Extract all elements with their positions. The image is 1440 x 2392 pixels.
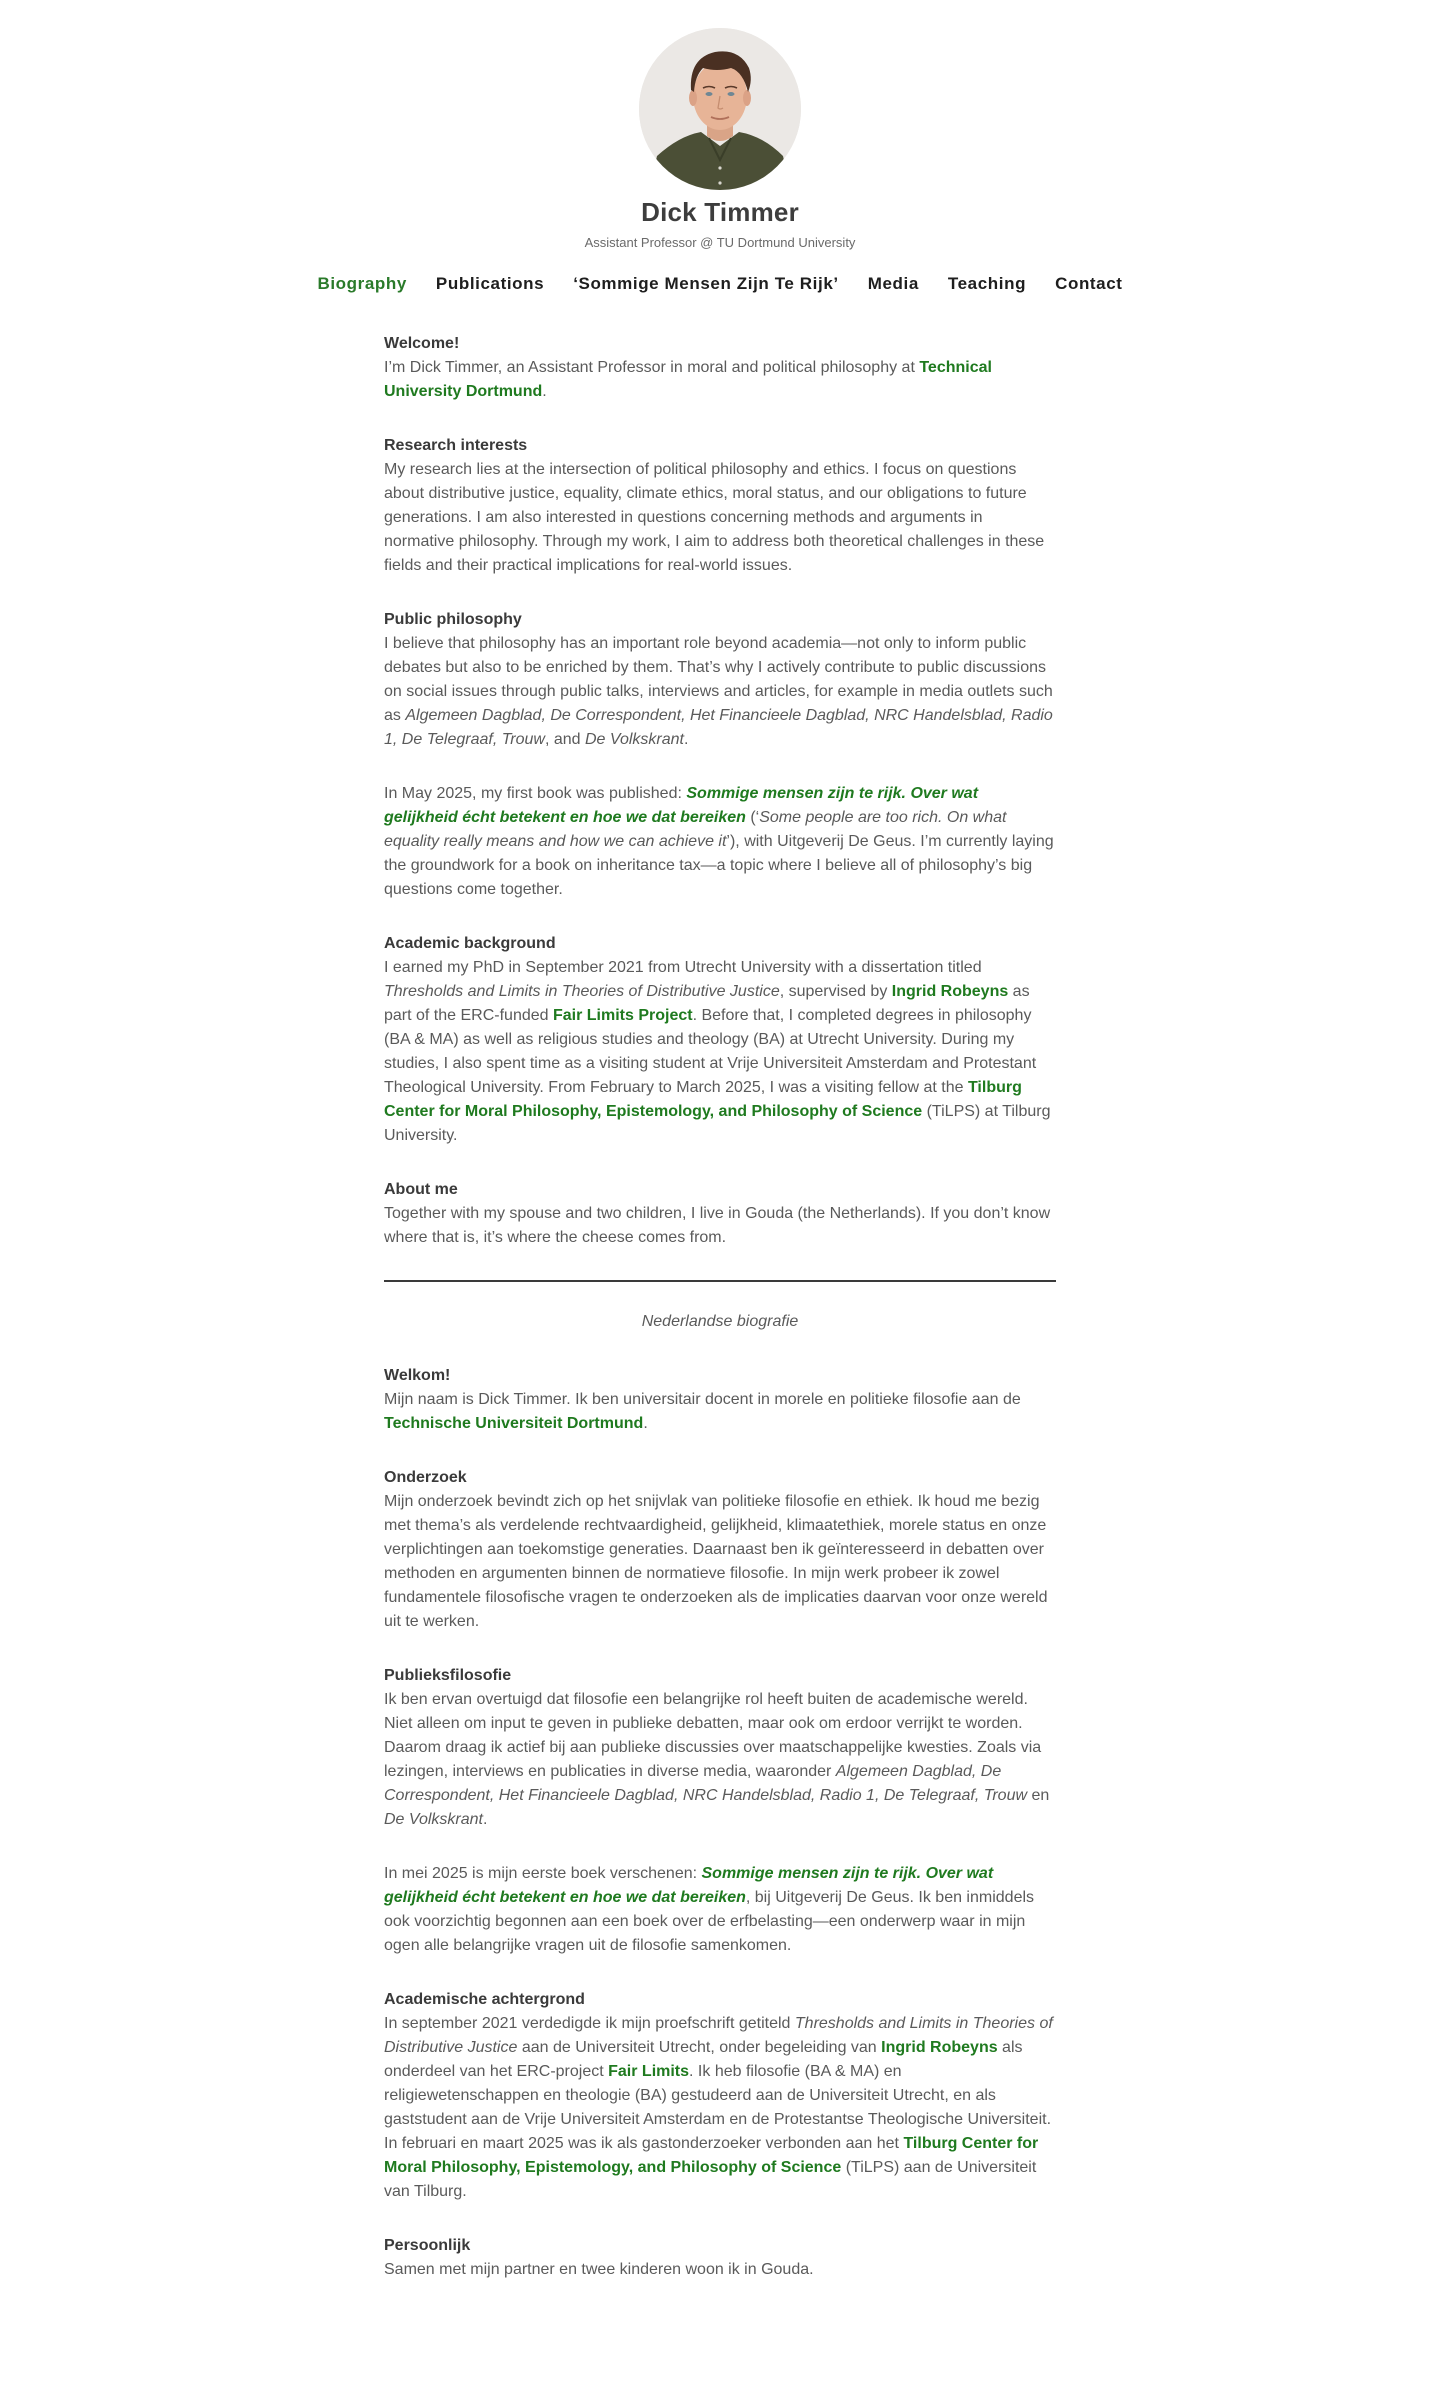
section-text: Together with my spouse and two children, I live in Gouda (the Netherlands). If you don’t know where that is, it’s where the cheese comes from. bbox=[384, 1205, 1051, 1246]
section-text: Mijn onderzoek bevindt zich op het snijvlak van politieke filosofie en ethiek. Ik houd me bezig met thema’s als verdelende rechtvaardigheid, gelijkheid, klimaatethiek, morele status en onze verplichtingen aan toekomstige generaties. Daarnaast ben ik geïnteresseerd in debatten over methoden en argumenten binnen de normatieve filosofie. In mijn werk probeer ik zowel fundamentele filosofische vragen te onderzoeken als de implicaties daarvan voor onze wereld uit te werken. bbox=[384, 1493, 1048, 1630]
biography-content bbox=[384, 332, 1056, 2282]
text-span: . bbox=[684, 731, 689, 748]
link-book[interactable]: Sommige mensen zijn te rijk. Over wat gelijkheid écht betekent en hoe we dat bereiken bbox=[384, 785, 979, 826]
media-outlets: Algemeen Dagblad, De Correspondent, Het Financieele Dagblad, NRC Handelsblad, Radio 1, De Telegraaf, Trouw bbox=[384, 1763, 1028, 1804]
text-span: , bij Uitgeverij De Geus. Ik ben inmiddels ook voorzichtig begonnen aan een boek over de erfbelasting—een onderwerp waar in mijn ogen alle belangrijke vragen uit de filosofie samenkomen. bbox=[384, 1889, 1035, 1954]
section-text bbox=[384, 782, 1056, 902]
link-tilps[interactable]: Tilburg Center for Moral Philosophy, Epistemology, and Philosophy of Science bbox=[384, 1079, 1022, 1120]
text-span: (‘ bbox=[745, 809, 760, 826]
portrait-photo-icon bbox=[639, 28, 801, 190]
section-text bbox=[384, 1862, 1056, 1958]
section-book bbox=[384, 782, 1056, 902]
text-span: , supervised by bbox=[779, 983, 892, 1000]
text-span: I earned my PhD in September 2021 from Utrecht University with a dissertation titled bbox=[384, 959, 982, 976]
text-span: en bbox=[1027, 1787, 1050, 1804]
nav-teaching[interactable]: Teaching bbox=[947, 274, 1027, 293]
nav-publications[interactable]: Publications bbox=[435, 274, 545, 293]
link-book-nl[interactable]: Sommige mensen zijn te rijk. Over wat gelijkheid écht betekent en hoe we dat bereiken bbox=[384, 1865, 994, 1906]
nav-biography[interactable]: Biography bbox=[317, 274, 407, 293]
link-ingrid-robeyns[interactable]: Ingrid Robeyns bbox=[891, 983, 1009, 1000]
text-span: (TiLPS) at Tilburg University. bbox=[384, 1103, 1051, 1144]
link-fair-limits[interactable]: Fair Limits Project bbox=[552, 1007, 693, 1024]
section-heading: Public philosophy bbox=[384, 611, 522, 628]
text-span: . Before that, I completed degrees in philosophy (BA & MA) as well as religious studies and theology (BA) at Utrecht University. During my studies, I also spent time as a visiting student at Vrije Universiteit Amsterdam and Protestant Theological University. From February to March 2025, I was a visiting fellow at the bbox=[384, 1007, 1037, 1096]
section-heading: Research interests bbox=[384, 437, 528, 454]
book-translation: Some people are too rich. On what equality really means and how we can achieve it bbox=[384, 809, 1007, 850]
dissertation-title: Thresholds and Limits in Theories of Distributive Justice bbox=[384, 2015, 1053, 2056]
text-span: . bbox=[643, 1415, 648, 1432]
site-tagline: Assistant Professor @ TU Dortmund University bbox=[584, 235, 856, 250]
text-span: Ik ben ervan overtuigd dat filosofie een belangrijke rol heeft buiten de academische wereld. Niet alleen om input te geven in publieke debatten, maar ook om erdoor verrijkt te worden. Daarom draag ik actief bij aan publieke discussies over maatschappelijke kwesties. Zoals via lezingen, interviews en publicaties in diverse media, waaronder bbox=[384, 1691, 1042, 1780]
section-heading: Welkom! bbox=[384, 1367, 451, 1384]
section-heading: Persoonlijk bbox=[384, 2237, 471, 2254]
section-text bbox=[384, 1388, 1056, 1436]
section-heading: About me bbox=[384, 1181, 458, 1198]
text-span: (TiLPS) aan de Universiteit van Tilburg. bbox=[384, 2159, 1037, 2200]
section-heading: Publieksfilosofie bbox=[384, 1667, 512, 1684]
site-title[interactable]: Dick Timmer bbox=[641, 197, 799, 227]
text-span: In mei 2025 is mijn eerste boek verschenen: bbox=[384, 1865, 702, 1882]
section-research-interests bbox=[384, 434, 1056, 578]
section-text bbox=[384, 356, 1056, 404]
nav-media[interactable]: Media bbox=[867, 274, 919, 293]
media-outlet: De Volkskrant bbox=[585, 731, 684, 748]
section-boek bbox=[384, 1862, 1056, 1958]
text-span: In May 2025, my first book was published: bbox=[384, 785, 687, 802]
nav-contact[interactable]: Contact bbox=[1055, 274, 1123, 293]
section-publieksfilosofie bbox=[384, 1664, 1056, 1832]
section-text: My research lies at the intersection of political philosophy and ethics. I focus on questions about distributive justice, equality, climate ethics, moral status, and our obligations to future generations. I am also interested in questions concerning methods and arguments in normative philosophy. Through my work, I aim to address both theoretical challenges in these fields and their practical implications for real-world issues. bbox=[384, 461, 1045, 574]
section-welkom bbox=[384, 1364, 1056, 1436]
section-text bbox=[384, 1688, 1056, 1832]
section-about-me bbox=[384, 1178, 1056, 1250]
dutch-bio-caption: Nederlandse biografie bbox=[641, 1313, 799, 1330]
site-header bbox=[0, 0, 1440, 296]
section-text bbox=[384, 956, 1056, 1148]
link-tu-dortmund-nl[interactable]: Technische Universiteit Dortmund bbox=[384, 1415, 644, 1432]
text-span: . Ik heb filosofie (BA & MA) en religiewetenschappen en theologie (BA) gestudeerd aan de Universiteit Utrecht, en als gaststudent aan de Vrije Universiteit Amsterdam en de Protestantse Theologische Universiteit. In februari en maart 2025 was ik als gastonderzoeker verbonden aan het bbox=[384, 2063, 1052, 2152]
section-public-philosophy bbox=[384, 608, 1056, 752]
section-persoonlijk bbox=[384, 2234, 1056, 2282]
section-heading: Onderzoek bbox=[384, 1469, 467, 1486]
section-text: Samen met mijn partner en twee kinderen woon ik in Gouda. bbox=[384, 2261, 814, 2278]
text-span: . bbox=[483, 1811, 488, 1828]
link-ingrid-robeyns-nl[interactable]: Ingrid Robeyns bbox=[881, 2039, 998, 2056]
section-academic-background bbox=[384, 932, 1056, 1148]
text-span: I believe that philosophy has an important role beyond academia—not only to inform public debates but also to be enriched by them. That’s why I actively contribute to public discussions on social issues through public talks, interviews and articles, for example in media outlets such as bbox=[384, 635, 1053, 724]
text-span: ’), with Uitgeverij De Geus. I’m currently laying the groundwork for a book on inheritance tax—a topic where I believe all of philosophy’s big questions come together. bbox=[384, 833, 1054, 898]
dissertation-title: Thresholds and Limits in Theories of Distributive Justice bbox=[384, 983, 780, 1000]
media-outlet: De Volkskrant bbox=[384, 1811, 483, 1828]
section-heading: Academische achtergrond bbox=[384, 1991, 585, 2008]
text-span: . bbox=[542, 383, 547, 400]
nav-book[interactable]: ‘Sommige Mensen Zijn Te Rijk’ bbox=[573, 274, 839, 293]
text-span: als onderdeel van het ERC-project bbox=[384, 2039, 1023, 2080]
section-welcome bbox=[384, 332, 1056, 404]
section-text bbox=[384, 2012, 1056, 2204]
avatar bbox=[639, 28, 801, 190]
text-span: aan de Universiteit Utrecht, onder begeleiding van bbox=[517, 2039, 882, 2056]
section-heading: Academic background bbox=[384, 935, 556, 952]
text-span: In september 2021 verdedigde ik mijn proefschrift getiteld bbox=[384, 2015, 795, 2032]
language-divider bbox=[384, 1280, 1056, 1282]
link-tu-dortmund[interactable]: Technical University Dortmund bbox=[384, 359, 992, 400]
media-outlets: Algemeen Dagblad, De Correspondent, Het Financieele Dagblad, NRC Handelsblad, Radio 1, De Telegraaf, Trouw bbox=[384, 707, 1053, 748]
section-text bbox=[384, 632, 1056, 752]
main-nav bbox=[0, 272, 1440, 296]
link-fair-limits-nl[interactable]: Fair Limits bbox=[608, 2063, 690, 2080]
text-span: as part of the ERC-funded bbox=[384, 983, 1030, 1024]
section-onderzoek bbox=[384, 1466, 1056, 1634]
section-academische-achtergrond bbox=[384, 1988, 1056, 2204]
text-span: Mijn naam is Dick Timmer. Ik ben universitair docent in morele en politieke filosofie aan de bbox=[384, 1391, 1021, 1408]
text-span: I’m Dick Timmer, an Assistant Professor in moral and political philosophy at bbox=[384, 359, 920, 376]
section-heading: Welcome! bbox=[384, 335, 460, 352]
link-tilps-nl[interactable]: Tilburg Center for Moral Philosophy, Epistemology, and Philosophy of Science bbox=[384, 2135, 1039, 2176]
text-span: , and bbox=[544, 731, 585, 748]
